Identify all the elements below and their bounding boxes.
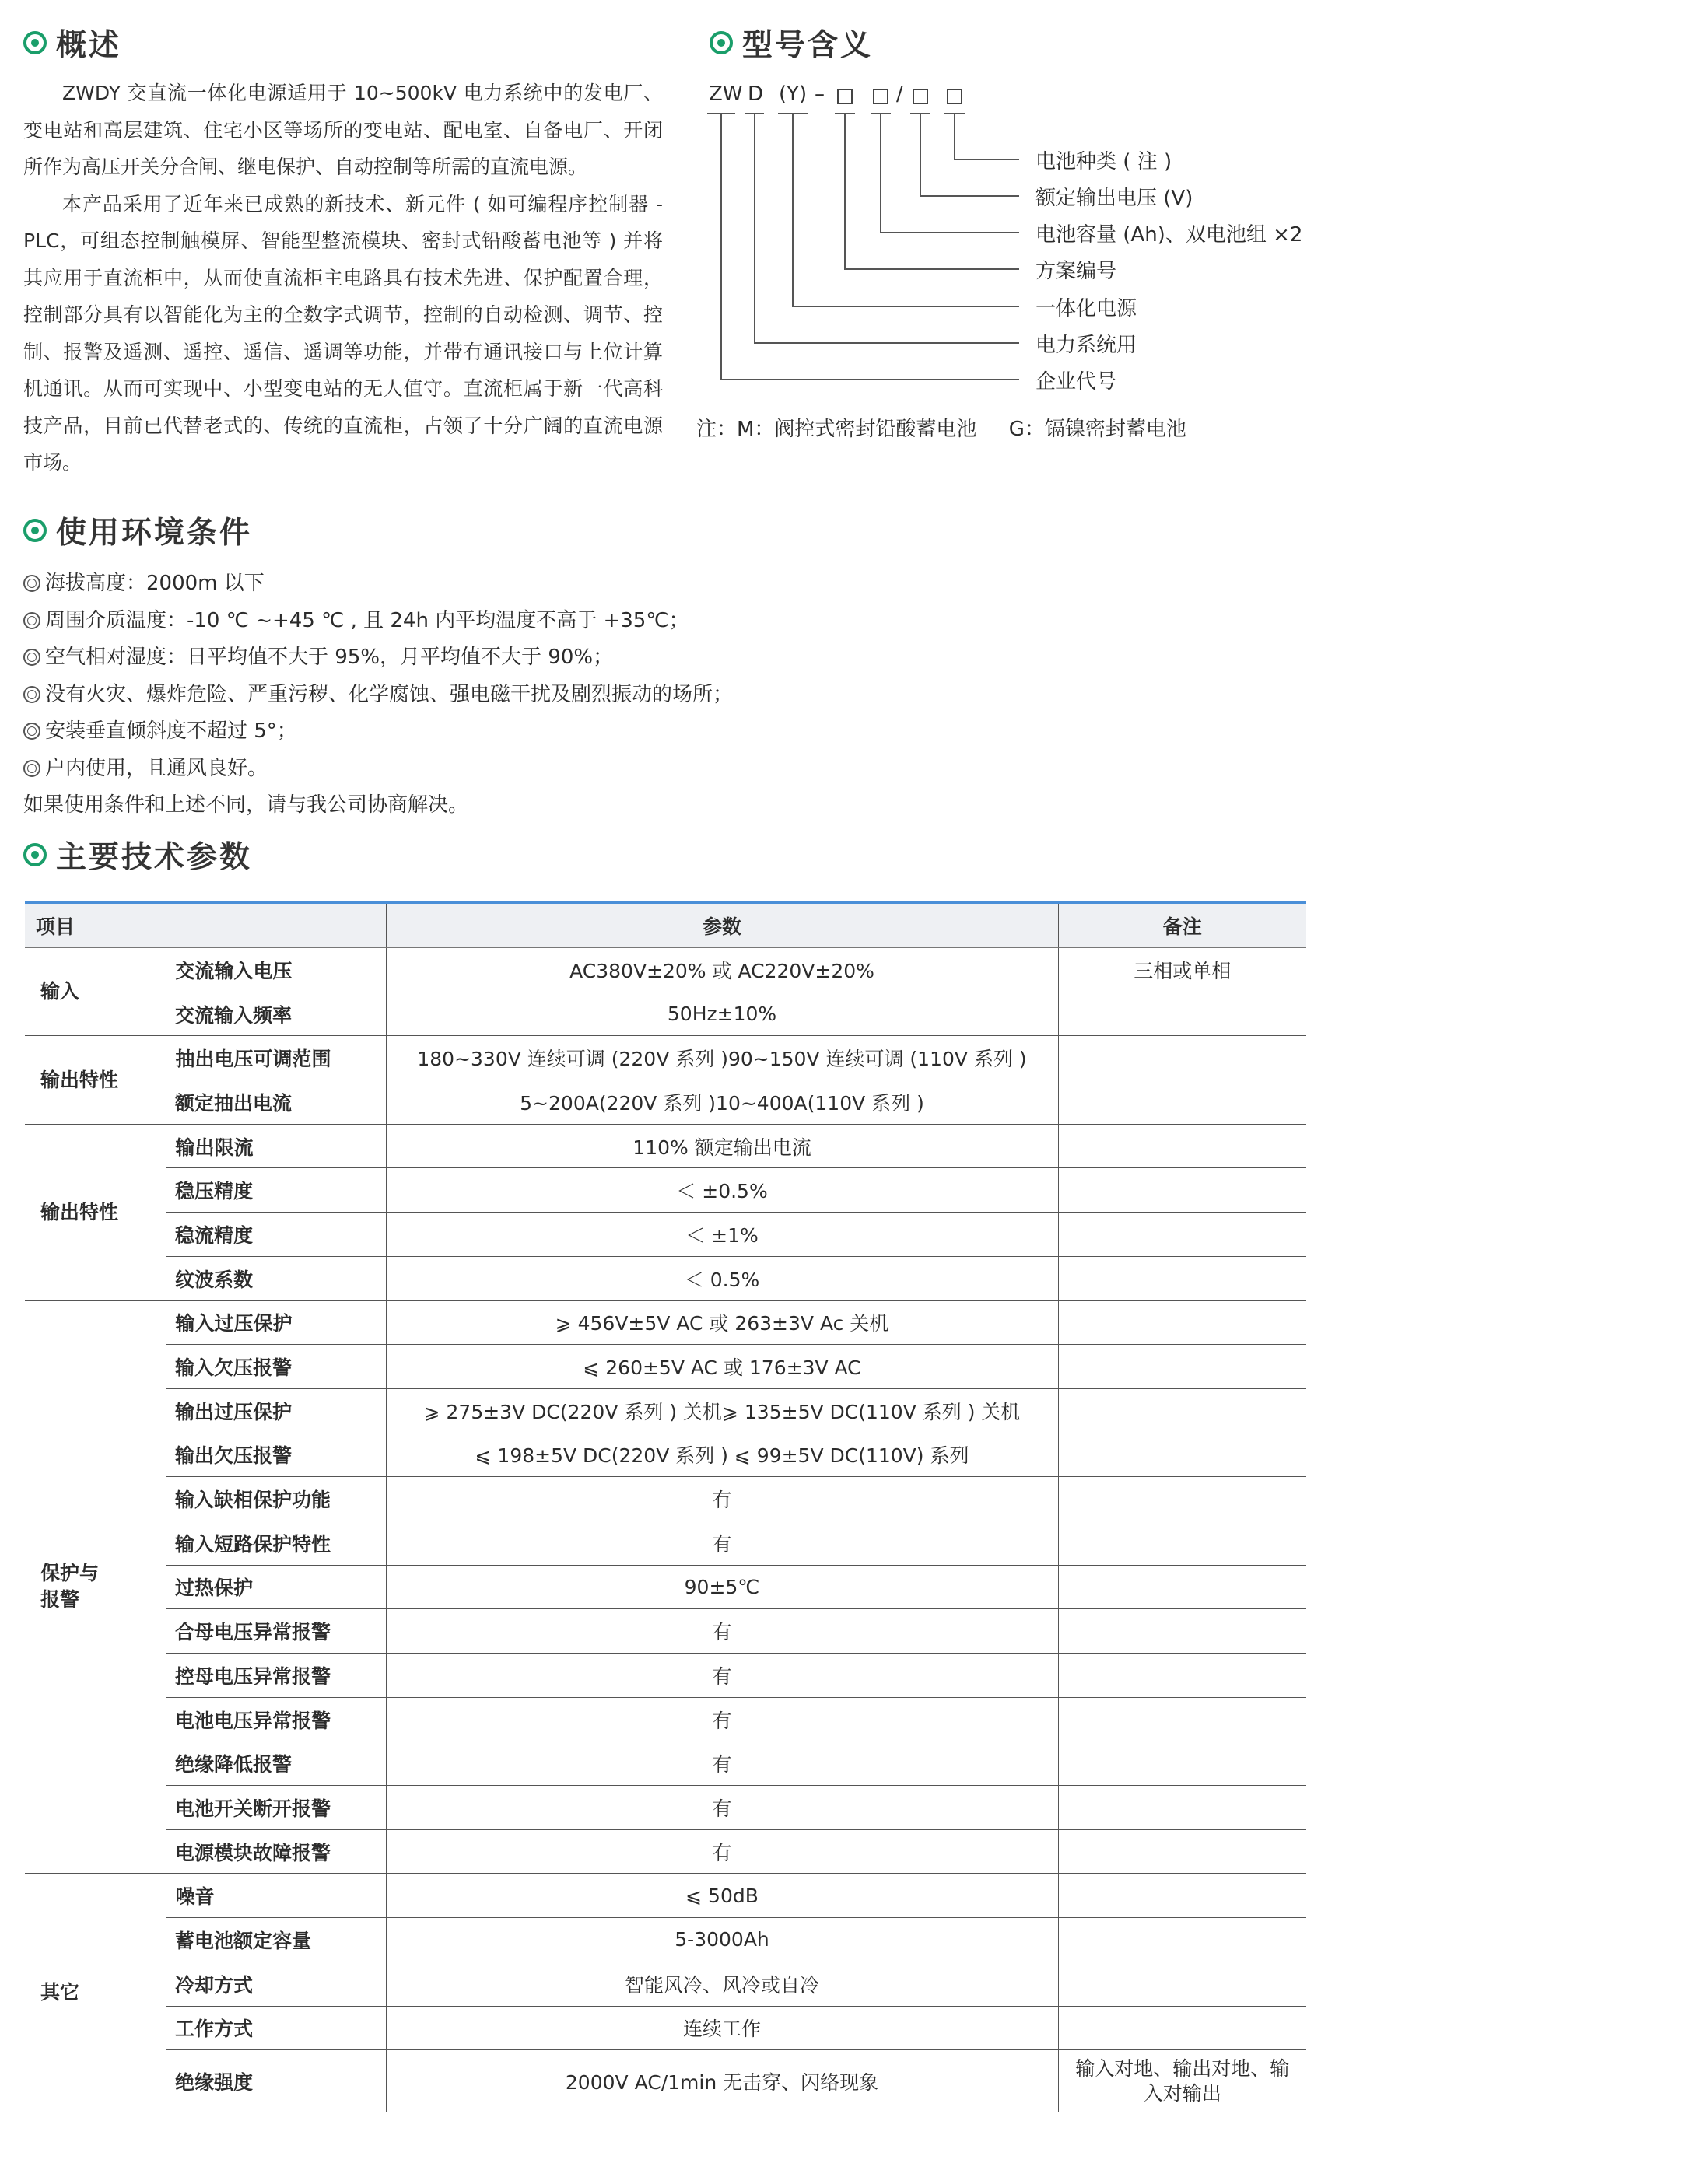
table-row [25,1300,1306,1345]
section-title: 主要技术参数 [56,840,253,875]
row-value: 有 [386,1786,1058,1830]
row-name: 噪音 [166,1874,386,1918]
table-header-row [25,902,1306,947]
model-note: 注：M：阀控式密封铅酸蓄电池 G：镉镍密封蓄电池 [696,418,1186,441]
category-cell: 保护与 报警 [25,1300,166,1874]
double-circle-bullet-icon [23,760,40,777]
section-title: 型号含义 [742,28,874,63]
list-item: 海拔高度：2000m 以下 [23,565,733,603]
row-remark [1058,1874,1306,1918]
table-row [25,1124,1306,1168]
category-cell: 输出特性 [25,1124,166,1300]
table-row [25,1609,1306,1654]
row-name: 交流输入电压 [166,947,386,992]
table-row [25,1741,1306,1786]
leader-battery-type [955,114,1019,159]
row-value: 连续工作 [386,2006,1058,2050]
leader-integrated [793,114,1019,306]
table-row [25,1388,1306,1433]
double-circle-bullet-icon [23,575,40,592]
spec-table [25,901,1306,2112]
code-slash: / [896,82,903,106]
row-name: 稳压精度 [166,1168,386,1213]
model-label-enterprise: 企业代号 [1035,370,1117,394]
row-value: 有 [386,1697,1058,1741]
table-row [25,1345,1306,1389]
table-row [25,2050,1306,2112]
double-circle-bullet-icon [23,686,40,703]
table-row [25,1168,1306,1213]
row-name: 合母电压异常报警 [166,1609,386,1654]
row-value: 2000V AC/1min 无击穿、闪络现象 [386,2050,1058,2112]
row-name: 交流输入频率 [166,992,386,1036]
row-remark [1058,1300,1306,1345]
row-value: ⩽ 198±5V DC(220V 系列 ) ⩽ 99±5V DC(110V) 系列 [386,1433,1058,1477]
table-row [25,1874,1306,1918]
table-row [25,1918,1306,1962]
table-row [25,1962,1306,2006]
row-remark [1058,1345,1306,1389]
row-remark [1058,1786,1306,1830]
table-row [25,1213,1306,1257]
row-value: 有 [386,1477,1058,1521]
row-value: 5~200A(220V 系列 )10~400A(110V 系列 ) [386,1080,1058,1125]
row-remark [1058,1036,1306,1080]
category-cell: 其它 [25,1874,166,2112]
row-value: 有 [386,1829,1058,1874]
row-remark [1058,1080,1306,1125]
row-remark [1058,1654,1306,1698]
row-name: 输入缺相保护功能 [166,1477,386,1521]
table-row [25,2006,1306,2050]
row-value: ＜ ±0.5% [386,1168,1058,1213]
row-remark [1058,1609,1306,1654]
list-item: 安装垂直倾斜度不超过 5°； [23,713,733,751]
row-name: 纹波系数 [166,1256,386,1300]
section-title: 概述 [56,28,122,63]
overview-body [23,75,663,481]
row-name: 输出限流 [166,1124,386,1168]
table-row [25,1256,1306,1300]
row-name: 输入欠压报警 [166,1345,386,1389]
row-remark [1058,1433,1306,1477]
model-label-battery-type: 电池种类 ( 注 ) [1035,150,1172,173]
double-circle-bullet-icon [23,649,40,666]
row-name: 电池电压异常报警 [166,1697,386,1741]
table-row [25,1036,1306,1080]
table-row [25,947,1306,992]
section-title: 使用环境条件 [56,516,253,551]
overview-paragraph: ZWDY 交直流一体化电源适用于 10~500kV 电力系统中的发电厂、变电站和高层建筑、住宅小区等场所的变电站、配电室、自备电厂、开闭所作为高压开关分合闸、继电保护、自动控制等所需的直流电源。 [23,82,663,178]
row-name: 过热保护 [166,1565,386,1609]
row-name: 电源模块故障报警 [166,1829,386,1874]
target-bullet-icon [23,843,47,866]
table-row [25,1565,1306,1609]
list-item: 没有火灾、爆炸危险、严重污秽、化学腐蚀、强电磁干扰及剧烈振动的场所； [23,677,733,714]
list-item: 周围介质温度：-10 ℃ ~+45 ℃ , 且 24h 内平均温度不高于 +35℃； [23,603,733,640]
row-value: 有 [386,1521,1058,1565]
row-value: 110% 额定输出电流 [386,1124,1058,1168]
overview-paragraph: 本产品采用了近年来已成熟的新技术、新元件 ( 如可编程序控制器 -PLC，可组态控制触模屏、智能型整流模块、密封式铅酸蓄电池等 ) 并将其应用于直流柜中，从而使直流柜主电路具有技术先进、保护配置合理，控制部分具有以智能化为主的全数字式调节，控制的自动检测、调节、控制、报警及遥测、遥控、遥信、遥调等功能，并带有通讯接口与上位计算机通讯。从而可实现中、小型变电站的无人值守。直流柜属于新一代高科技产品，目前已代替老式的、传统的直流柜，占领了十分广阔的直流电源市场。 [23,192,663,474]
row-remark [1058,1213,1306,1257]
row-name: 抽出电压可调范围 [166,1036,386,1080]
model-code-diagram [696,0,1568,498]
row-value: 180~330V 连续可调 (220V 系列 )90~150V 连续可调 (110V 系列 ) [386,1036,1058,1080]
row-value: 90±5℃ [386,1565,1058,1609]
list-item: 户内使用，且通风良好。 [23,751,733,788]
header-remark: 备注 [1058,902,1306,947]
row-value: 50Hz±10% [386,992,1058,1036]
code-zw: ZW [709,82,743,106]
row-value: ＜ 0.5% [386,1256,1058,1300]
table-row [25,1829,1306,1874]
row-name: 工作方式 [166,2006,386,2050]
row-remark [1058,1256,1306,1300]
row-value: ＜ ±1% [386,1213,1058,1257]
leader-power-system [755,114,1019,343]
code-dash: – [815,82,825,106]
row-remark [1058,1829,1306,1874]
row-value: 智能风冷、风冷或自冷 [386,1962,1058,2006]
table-row [25,992,1306,1036]
header-param: 参数 [386,902,1058,947]
table-row [25,1697,1306,1741]
leader-enterprise [721,114,1019,380]
double-circle-bullet-icon [23,723,40,740]
row-name: 输入过压保护 [166,1300,386,1345]
table-row [25,1786,1306,1830]
model-label-scheme: 方案编号 [1035,260,1117,283]
row-remark [1058,1521,1306,1565]
table-row [25,1521,1306,1565]
category-cell: 输入 [25,947,166,1036]
section-heading-specs [23,834,252,876]
row-remark [1058,1962,1306,2006]
code-d: D [748,82,764,106]
row-remark [1058,1918,1306,1962]
list-item: 空气相对湿度：日平均值不大于 95%，月平均值不大于 90%； [23,639,733,677]
row-name: 绝缘降低报警 [166,1741,386,1786]
row-name: 额定抽出电流 [166,1080,386,1125]
row-remark [1058,1697,1306,1741]
table-row [25,1433,1306,1477]
category-cell: 输出特性 [25,1036,166,1124]
row-value: 有 [386,1741,1058,1786]
row-value: ⩾ 275±3V DC(220V 系列 ) 关机⩾ 135±5V DC(110V 系列 ) 关机 [386,1388,1058,1433]
code-y: (Y) [779,82,808,106]
row-remark [1058,1565,1306,1609]
leader-rated-voltage [920,114,1019,196]
leader-capacity [881,114,1019,233]
row-remark [1058,1477,1306,1521]
target-bullet-icon [23,519,47,542]
row-name: 输出欠压报警 [166,1433,386,1477]
row-name: 电池开关断开报警 [166,1786,386,1830]
environment-footer: 如果使用条件和上述不同，请与我公司协商解决。 [23,793,469,817]
row-value: 有 [386,1609,1058,1654]
row-name: 稳流精度 [166,1213,386,1257]
row-value: ⩽ 260±5V AC 或 176±3V AC [386,1345,1058,1389]
row-remark [1058,1388,1306,1433]
model-label-rated-voltage: 额定输出电压 (V) [1035,187,1193,210]
model-label-capacity: 电池容量 (Ah)、双电池组 ×2 [1035,223,1303,247]
row-name: 冷却方式 [166,1962,386,2006]
model-label-integrated: 一体化电源 [1035,297,1137,320]
environment-list [23,565,733,824]
table-row [25,1477,1306,1521]
row-value: 有 [386,1654,1058,1698]
row-name: 输入短路保护特性 [166,1521,386,1565]
double-circle-bullet-icon [23,612,40,629]
row-value: AC380V±20% 或 AC220V±20% [386,947,1058,992]
section-heading-environment [23,509,252,551]
row-name: 输出过压保护 [166,1388,386,1433]
row-remark: 三相或单相 [1058,947,1306,992]
row-remark [1058,1124,1306,1168]
row-remark [1058,1741,1306,1786]
row-remark [1058,992,1306,1036]
row-remark [1058,2006,1306,2050]
row-remark: 输入对地、输出对地、输入对输出 [1058,2050,1306,2112]
leader-scheme [845,114,1019,269]
row-remark [1058,1168,1306,1213]
section-heading-overview [23,22,121,64]
target-bullet-icon [23,31,47,54]
row-value: ⩾ 456V±5V AC 或 263±3V Ac 关机 [386,1300,1058,1345]
model-label-power-system: 电力系统用 [1035,334,1137,357]
header-item: 项目 [25,902,386,947]
row-name: 控母电压异常报警 [166,1654,386,1698]
row-value: 5-3000Ah [386,1918,1058,1962]
row-name: 蓄电池额定容量 [166,1918,386,1962]
table-row [25,1080,1306,1125]
row-value: ⩽ 50dB [386,1874,1058,1918]
table-row [25,1654,1306,1698]
row-name: 绝缘强度 [166,2050,386,2112]
